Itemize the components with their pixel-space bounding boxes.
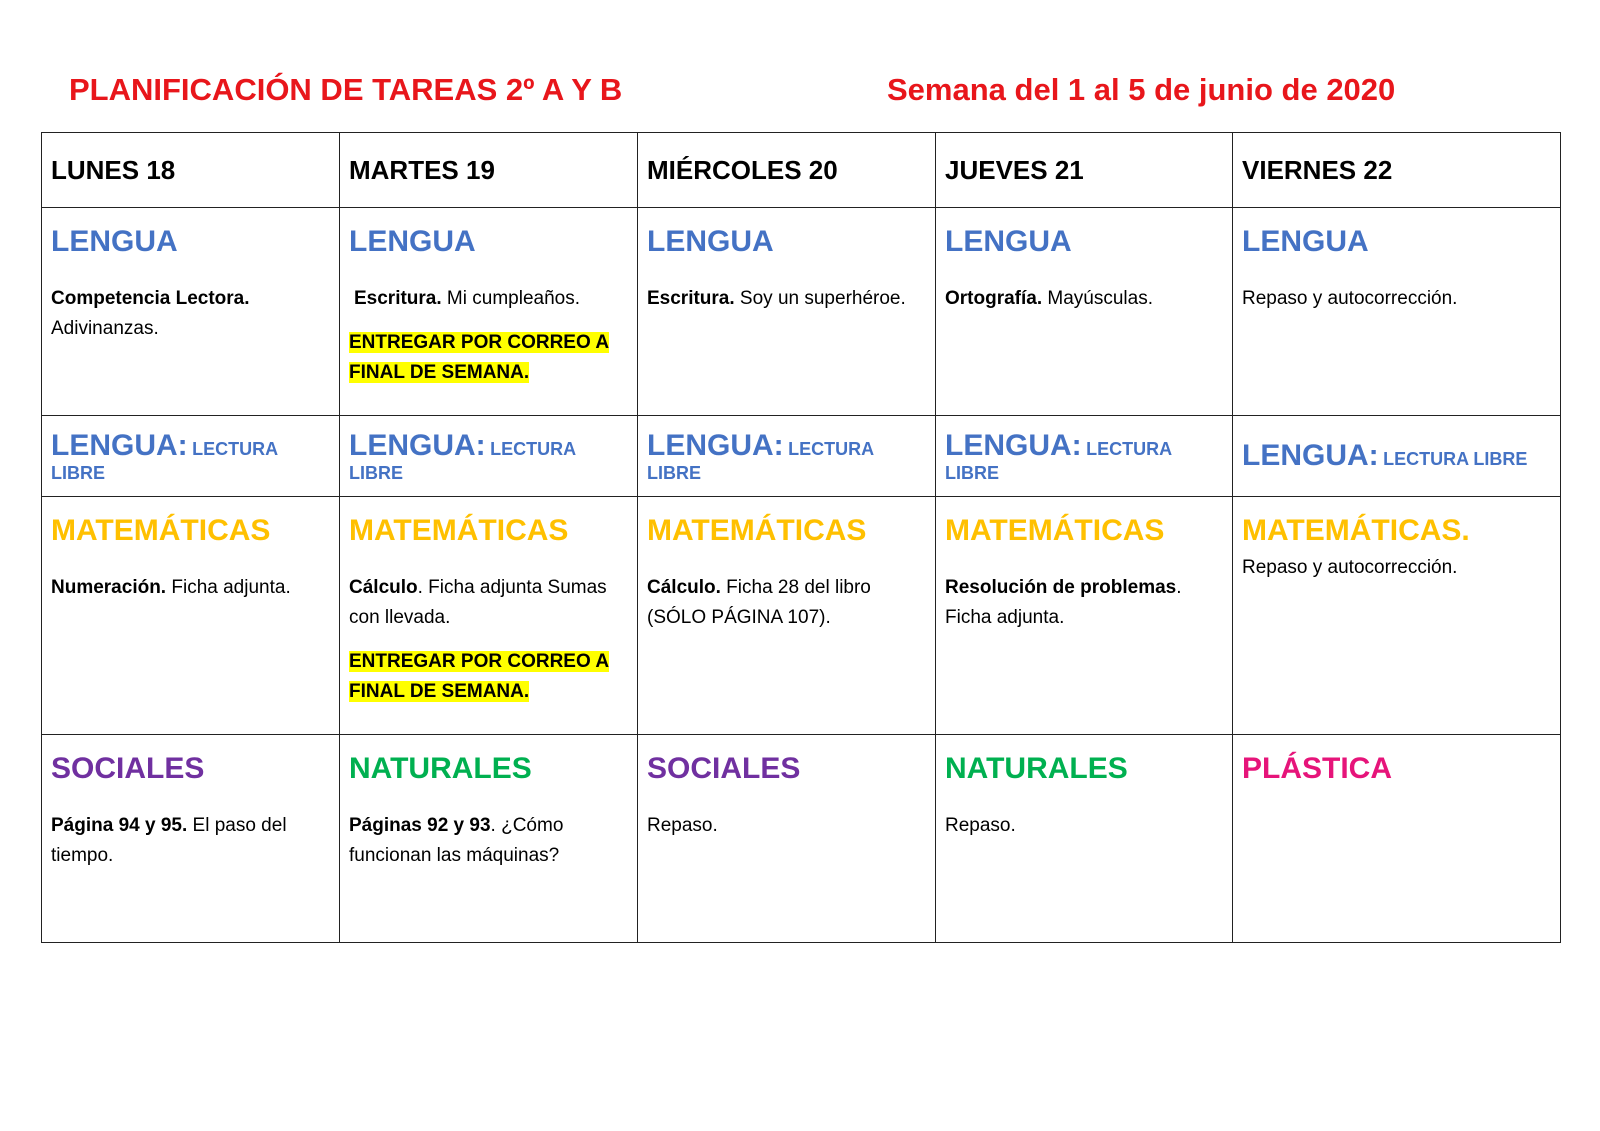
subject-title: MATEMÁTICAS	[647, 514, 867, 547]
subject-title: LENGUA:	[349, 428, 486, 462]
task-description	[1242, 284, 1551, 314]
task-description	[647, 284, 926, 314]
task-text: Mi cumpleaños.	[441, 288, 580, 309]
lectura-label: LECTURA LIBRE	[51, 438, 278, 483]
task-text: Ficha adjunta.	[166, 577, 291, 598]
subject-title: MATEMÁTICAS	[349, 514, 569, 547]
task-description	[349, 284, 628, 314]
delivery-note	[349, 647, 628, 707]
week-range: Semana del 1 al 5 de junio de 2020	[887, 72, 1396, 107]
matematicas-cell	[1233, 497, 1561, 735]
subject-title: NATURALES	[349, 752, 532, 785]
matematicas-cell	[936, 497, 1233, 735]
lengua-cell	[638, 208, 936, 416]
subject-title: LENGUA:	[647, 428, 784, 462]
task-bold: Numeración.	[51, 577, 167, 598]
matematicas-cell	[42, 497, 340, 735]
subject-title: LENGUA:	[51, 428, 188, 462]
page-title: PLANIFICACIÓN DE TAREAS 2º A Y B	[69, 72, 623, 107]
highlighted-note: ENTREGAR POR CORREO A FINAL DE SEMANA.	[349, 332, 610, 383]
task-bold: Página 94 y 95.	[51, 815, 188, 836]
subject-title: LENGUA	[349, 225, 476, 258]
subject-title: LENGUA:	[1242, 439, 1379, 472]
matematicas-cell	[638, 497, 936, 735]
task-description	[647, 811, 926, 841]
subject-title: PLÁSTICA	[1242, 752, 1392, 785]
subject-title: LENGUA	[647, 225, 774, 258]
subject-title: MATEMÁTICAS	[945, 514, 1165, 547]
subject-title: SOCIALES	[51, 752, 205, 785]
day-header: LUNES 18	[42, 133, 340, 208]
task-text: Repaso y autocorrección.	[1242, 557, 1458, 578]
task-description	[349, 811, 628, 871]
task-bold: Páginas 92 y 93	[349, 815, 491, 836]
task-bold: Escritura.	[647, 288, 735, 309]
delivery-note	[349, 328, 628, 388]
subject-title: MATEMÁTICAS.	[1242, 514, 1470, 547]
lectura-cell	[340, 416, 638, 497]
lectura-cell	[42, 416, 340, 497]
task-description	[349, 573, 628, 633]
lengua-cell	[1233, 208, 1561, 416]
lectura-cell	[638, 416, 936, 497]
task-text: . ¿Cómo funcionan las máquinas?	[349, 815, 564, 866]
day-header: JUEVES 21	[936, 133, 1233, 208]
lengua-cell	[340, 208, 638, 416]
task-text: El paso del tiempo.	[51, 815, 287, 866]
task-bold: Escritura.	[354, 288, 442, 309]
lectura-label: LECTURA LIBRE	[647, 438, 874, 483]
task-text: Mayúsculas.	[1042, 288, 1153, 309]
extra-cell	[42, 735, 340, 943]
lengua-cell	[936, 208, 1233, 416]
extra-cell	[1233, 735, 1561, 943]
task-bold: Cálculo	[349, 577, 418, 598]
weekly-plan-table	[41, 132, 1561, 943]
task-text: Ficha 28 del libro (SÓLO PÁGINA 107).	[647, 577, 871, 628]
extra-subjects-row	[42, 735, 1561, 943]
subject-title: LENGUA	[51, 225, 178, 258]
lengua-row	[42, 208, 1561, 416]
subject-title: SOCIALES	[647, 752, 801, 785]
subject-title: LENGUA	[945, 225, 1072, 258]
lectura-label: LECTURA LIBRE	[1383, 449, 1528, 469]
matematicas-cell	[340, 497, 638, 735]
task-description	[51, 811, 330, 871]
subject-title: LENGUA:	[945, 428, 1082, 462]
lengua-cell	[42, 208, 340, 416]
task-description	[51, 573, 330, 603]
task-description	[945, 811, 1223, 841]
lectura-label: LECTURA LIBRE	[349, 438, 576, 483]
day-header-row	[42, 133, 1561, 208]
task-text: . Ficha adjunta Sumas con llevada.	[349, 577, 607, 628]
task-description	[51, 284, 330, 344]
task-description	[647, 573, 926, 633]
subject-title: NATURALES	[945, 752, 1128, 785]
task-bold: Competencia Lectora.	[51, 288, 250, 309]
subject-title: LENGUA	[1242, 225, 1369, 258]
day-header: VIERNES 22	[1233, 133, 1561, 208]
task-bold: Resolución de problemas	[945, 577, 1177, 598]
day-header: MIÉRCOLES 20	[638, 133, 936, 208]
day-header: MARTES 19	[340, 133, 638, 208]
lectura-row	[42, 416, 1561, 497]
task-description	[1242, 553, 1551, 583]
lectura-cell	[1233, 416, 1561, 497]
task-text: Repaso.	[647, 815, 718, 836]
matematicas-row	[42, 497, 1561, 735]
lectura-label: LECTURA LIBRE	[945, 438, 1172, 483]
extra-cell	[936, 735, 1233, 943]
task-text: Repaso y autocorrección.	[1242, 288, 1458, 309]
subject-title: MATEMÁTICAS	[51, 514, 271, 547]
extra-cell	[638, 735, 936, 943]
task-text: Soy un superhéroe.	[734, 288, 906, 309]
task-text: Adivinanzas.	[51, 318, 159, 339]
lectura-cell	[936, 416, 1233, 497]
task-description	[945, 284, 1223, 314]
task-bold: Ortografía.	[945, 288, 1043, 309]
task-text: . Ficha adjunta.	[945, 577, 1182, 628]
highlighted-note: ENTREGAR POR CORREO A FINAL DE SEMANA.	[349, 651, 610, 702]
task-text: Repaso.	[945, 815, 1016, 836]
task-bold: Cálculo.	[647, 577, 721, 598]
task-description	[945, 573, 1223, 633]
extra-cell	[340, 735, 638, 943]
